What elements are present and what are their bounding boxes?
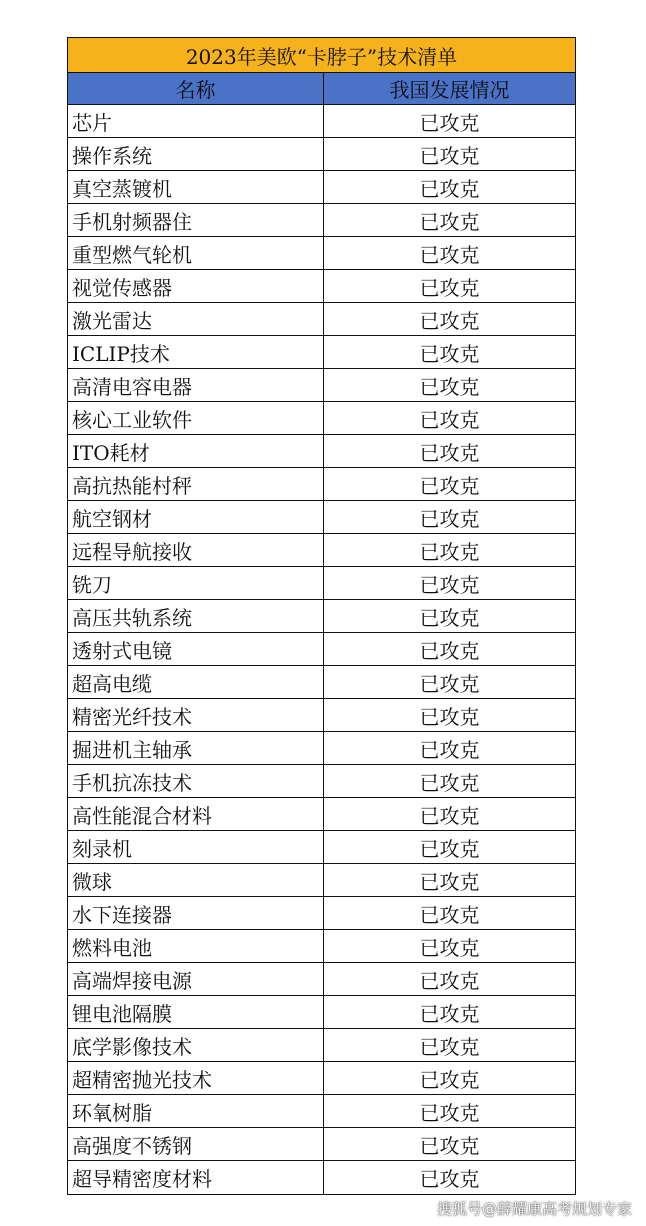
status-cell: 已攻克 [419, 341, 480, 366]
table-body [68, 105, 575, 1194]
watermark: 搜狐号@薛耀康高考规划专家 [436, 1200, 632, 1218]
status-cell: 已攻克 [419, 902, 480, 927]
table-row [68, 765, 575, 798]
status-cell: 已攻克 [419, 770, 480, 795]
tech-name-cell: 核心工业软件 [68, 402, 324, 434]
tech-name-cell: 芯片 [68, 105, 324, 137]
tech-name-cell: 航空钢材 [68, 501, 324, 533]
tech-name-cell: 手机抗冻技术 [68, 765, 324, 797]
table-row [68, 105, 575, 138]
table-row [68, 798, 575, 831]
table-row [68, 435, 575, 468]
table-row [68, 963, 575, 996]
table-row [68, 138, 575, 171]
tech-name-cell: 环氧树脂 [68, 1095, 324, 1127]
tech-name-cell: 视觉传感器 [68, 270, 324, 302]
table-row [68, 336, 575, 369]
status-cell: 已攻克 [419, 605, 480, 630]
table-row [68, 171, 575, 204]
table-row [68, 666, 575, 699]
table-row [68, 600, 575, 633]
status-cell: 已攻克 [419, 506, 480, 531]
table-row [68, 237, 575, 270]
tech-name-cell: 铣刀 [68, 567, 324, 599]
table-row [68, 468, 575, 501]
tech-name-cell: 超精密抛光技术 [68, 1062, 324, 1094]
status-cell: 已攻克 [419, 1001, 480, 1026]
table-row [68, 204, 575, 237]
table-row [68, 1095, 575, 1128]
tech-name-cell: 真空蒸镀机 [68, 171, 324, 203]
status-cell: 已攻克 [419, 209, 480, 234]
status-cell: 已攻克 [419, 143, 480, 168]
tech-name-cell: 高抗热能村秤 [68, 468, 324, 500]
header-name: 名称 [68, 73, 324, 104]
tech-name-cell: 操作系统 [68, 138, 324, 170]
tech-name-cell: 重型燃气轮机 [68, 237, 324, 269]
table-row [68, 831, 575, 864]
status-cell: 已攻克 [419, 1067, 480, 1092]
tech-name-cell: 手机射频器住 [68, 204, 324, 236]
tech-name-cell: 底学影像技术 [68, 1029, 324, 1061]
tech-name-cell: 远程导航接收 [68, 534, 324, 566]
tech-name-cell: 刻录机 [68, 831, 324, 863]
status-cell: 已攻克 [419, 869, 480, 894]
table-row [68, 897, 575, 930]
table-header-row [68, 73, 575, 105]
status-cell: 已攻克 [419, 572, 480, 597]
tech-list-table [67, 37, 576, 1195]
tech-name-cell: 激光雷达 [68, 303, 324, 335]
tech-name-cell: 高压共轨系统 [68, 600, 324, 632]
status-cell: 已攻克 [419, 737, 480, 762]
tech-name-cell: 高性能混合材料 [68, 798, 324, 830]
status-cell: 已攻克 [419, 1167, 480, 1191]
table-row [68, 567, 575, 600]
tech-name-cell: 掘进机主轴承 [68, 732, 324, 764]
table-row [68, 930, 575, 963]
status-cell: 已攻克 [419, 704, 480, 729]
tech-name-cell: 高端焊接电源 [68, 963, 324, 995]
table-title: 2023年美欧“卡脖子”技术清单 [68, 38, 575, 73]
status-cell: 已攻克 [419, 671, 480, 696]
status-cell: 已攻克 [419, 440, 480, 465]
status-cell: 已攻克 [419, 638, 480, 663]
table-row [68, 270, 575, 303]
table-row [68, 996, 575, 1029]
tech-name-cell: 高清电容电器 [68, 369, 324, 401]
table-row [68, 1128, 575, 1161]
table-row [68, 633, 575, 666]
table-row [68, 501, 575, 534]
status-cell: 已攻克 [419, 539, 480, 564]
tech-name-cell: 超高电缆 [68, 666, 324, 698]
tech-name-cell: ITO耗材 [68, 435, 324, 467]
table-row [68, 732, 575, 765]
table-row [68, 303, 575, 336]
status-cell: 已攻克 [419, 275, 480, 300]
tech-name-cell: 超导精密度材料 [68, 1161, 324, 1194]
status-cell: 已攻克 [419, 308, 480, 333]
tech-name-cell: 精密光纤技术 [68, 699, 324, 731]
status-cell: 已攻克 [419, 968, 480, 993]
tech-name-cell: ICLIP技术 [68, 336, 324, 368]
status-cell: 已攻克 [419, 176, 480, 201]
table-row [68, 699, 575, 732]
table-row [68, 369, 575, 402]
table-row [68, 402, 575, 435]
tech-name-cell: 锂电池隔膜 [68, 996, 324, 1028]
status-cell: 已攻克 [419, 1034, 480, 1059]
header-status: 我国发展情况 [389, 78, 510, 102]
status-cell: 已攻克 [419, 407, 480, 432]
status-cell: 已攻克 [419, 836, 480, 861]
table-row [68, 864, 575, 897]
status-cell: 已攻克 [419, 473, 480, 498]
status-cell: 已攻克 [419, 374, 480, 399]
status-cell: 已攻克 [419, 110, 480, 135]
table-row [68, 1062, 575, 1095]
status-cell: 已攻克 [419, 242, 480, 267]
tech-name-cell: 透射式电镜 [68, 633, 324, 665]
status-cell: 已攻克 [419, 1100, 480, 1125]
tech-name-cell: 微球 [68, 864, 324, 896]
status-cell: 已攻克 [419, 935, 480, 960]
tech-name-cell: 高强度不锈钢 [68, 1128, 324, 1160]
table-row [68, 1161, 575, 1194]
table-row [68, 1029, 575, 1062]
tech-name-cell: 燃料电池 [68, 930, 324, 962]
table-row [68, 534, 575, 567]
status-cell: 已攻克 [419, 803, 480, 828]
status-cell: 已攻克 [419, 1133, 480, 1158]
tech-name-cell: 水下连接器 [68, 897, 324, 929]
